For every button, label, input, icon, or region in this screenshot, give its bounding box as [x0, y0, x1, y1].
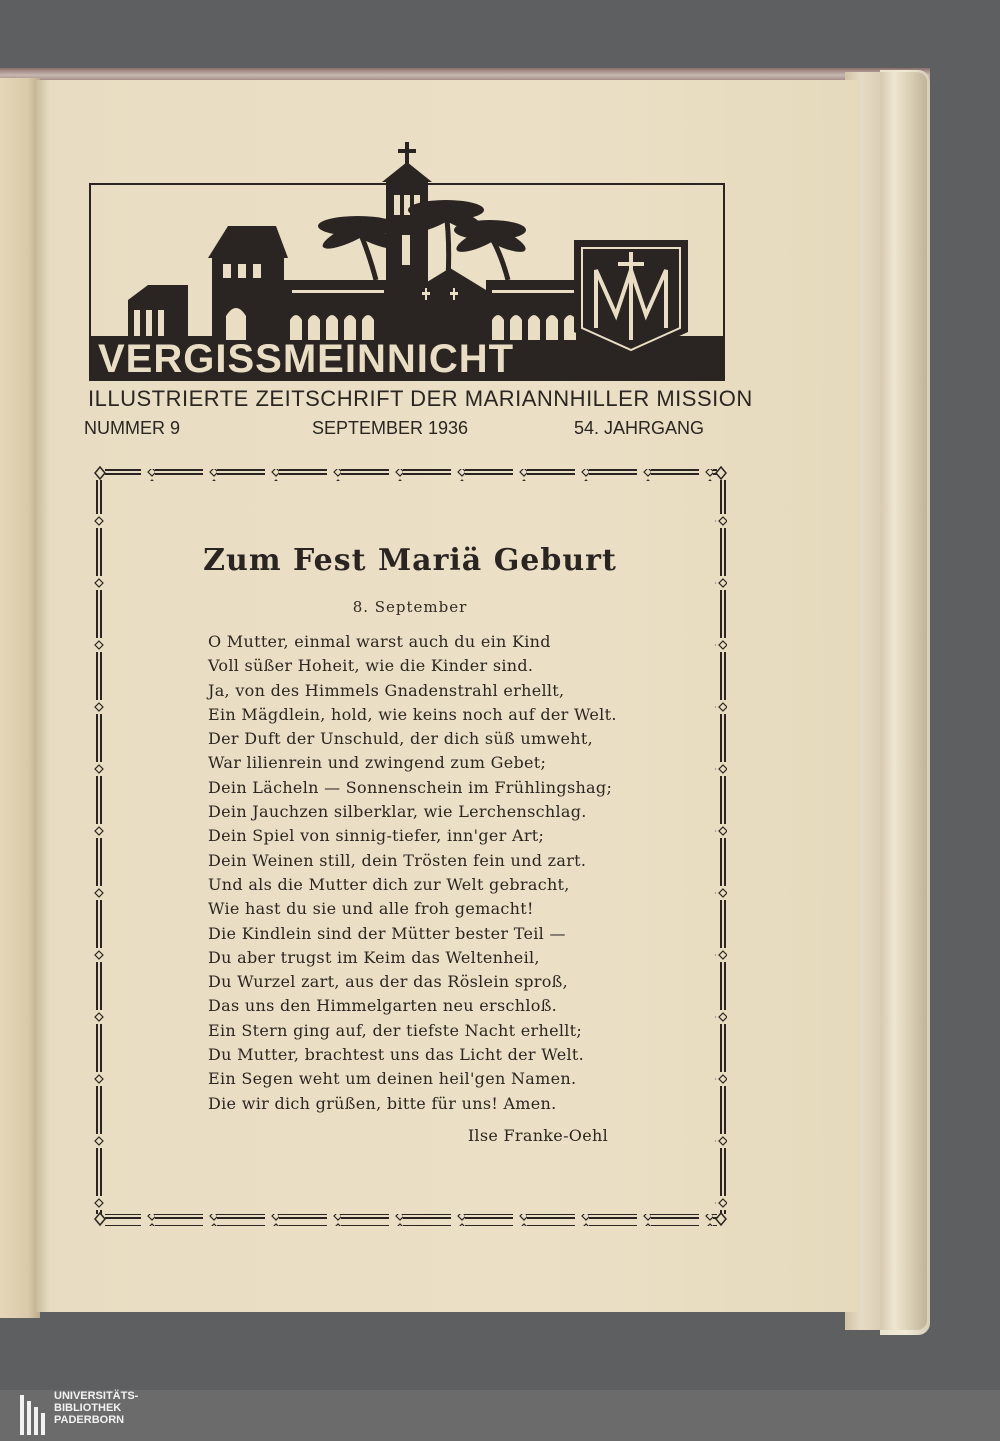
poem-line: Die Kindlein sind der Mütter bester Teil —: [208, 923, 566, 943]
poem-line: Ein Stern ging auf, der tiefste Nacht erhellt;: [208, 1020, 583, 1040]
poem-line: Die wir dich grüßen, bitte für uns! Amen.: [208, 1093, 557, 1113]
library-logo-icon: [20, 1391, 48, 1439]
library-name: UNIVERSITÄTS- BIBLIOTHEK PADERBORN: [54, 1390, 139, 1426]
poem-line: Der Duft der Unschuld, der dich süß umweht,: [208, 729, 593, 749]
poem-line: O Mutter, einmal warst auch du ein Kind: [208, 632, 551, 651]
issue-number: NUMMER 9: [84, 418, 181, 438]
poem-line: Ein Segen weht um deinen heil'gen Namen.: [208, 1069, 577, 1089]
poem-text: [208, 630, 617, 1116]
poem-line: Dein Lächeln — Sonnenschein im Frühlingshag;: [208, 777, 613, 797]
poem-line: Ja, von des Himmels Gnadenstrahl erhellt,: [208, 680, 565, 700]
poem-author: Ilse Franke-Oehl: [467, 1126, 608, 1145]
masthead-subtitle: ILLUSTRIERTE ZEITSCHRIFT DER MARIANNHILLER MISSION: [88, 386, 753, 411]
poem-dateline: 8. September: [352, 598, 468, 616]
poem-line: Ein Mägdlein, hold, wie keins noch auf der Welt.: [208, 704, 617, 724]
poem-line: Du Wurzel zart, aus der das Röslein sproß,: [208, 972, 569, 992]
masthead-title: VERGISSMEINNICHT: [98, 337, 515, 381]
poem-line: Das uns den Himmelgarten neu erschloß.: [208, 996, 558, 1016]
poem-line: Dein Jauchzen silberklar, wie Lerchenschlag.: [208, 802, 587, 822]
poem-line: Dein Spiel von sinnig-tiefer, inn'ger Art;: [208, 826, 545, 846]
poem-line: Und als die Mutter dich zur Welt gebracht,: [208, 874, 570, 894]
poem-line: Wie hast du sie und alle froh gemacht!: [208, 899, 534, 919]
poem-line: Voll süßer Hoheit, wie die Kinder sind.: [208, 656, 534, 676]
poem-line: Dein Weinen still, dein Trösten fein und zart.: [208, 850, 587, 870]
issue-date: SEPTEMBER 1936: [312, 418, 469, 438]
poem-title: Zum Fest Mariä Geburt: [203, 543, 617, 578]
poem-line: Du aber trugst im Keim das Weltenheil,: [208, 947, 540, 967]
volume-number: 54. JAHRGANG: [574, 418, 705, 438]
poem-line: War lilienrein und zwingend zum Gebet;: [208, 753, 547, 773]
left-page-edge: [0, 78, 40, 1318]
poem-line: Du Mutter, brachtest uns das Licht der Welt.: [208, 1045, 585, 1065]
